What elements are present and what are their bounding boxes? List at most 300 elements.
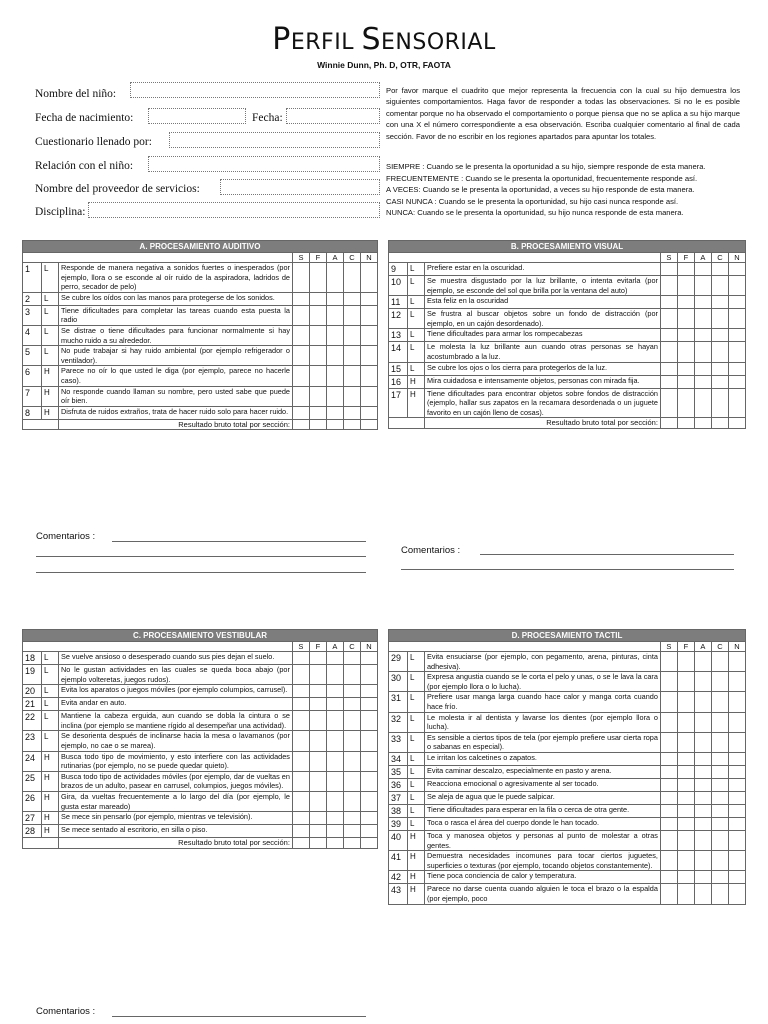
fecha-nacimiento-field[interactable]: [148, 108, 246, 124]
answer-cell-s[interactable]: [292, 711, 309, 731]
answer-cell-f[interactable]: [309, 406, 326, 419]
answer-cell-f[interactable]: [677, 712, 694, 732]
total-cell-a[interactable]: [326, 838, 343, 849]
answer-cell-n[interactable]: [360, 652, 377, 665]
item-number: 35: [389, 765, 408, 778]
answer-cell-c[interactable]: [711, 765, 728, 778]
answer-cell-f[interactable]: [309, 791, 326, 811]
item-number: 22: [23, 711, 42, 731]
item-number: 18: [23, 652, 42, 665]
item-row: [23, 292, 378, 305]
answer-cell-a[interactable]: [326, 665, 343, 685]
answer-cell-n[interactable]: [360, 386, 377, 406]
answer-cell-n[interactable]: [728, 752, 745, 765]
answer-cell-n[interactable]: [360, 665, 377, 685]
answer-cell-a[interactable]: [326, 386, 343, 406]
answer-cell-a[interactable]: [694, 817, 711, 830]
column-header-a: A: [694, 253, 711, 263]
item-number: 33: [389, 732, 408, 752]
answer-cell-n[interactable]: [360, 292, 377, 305]
item-description: Disfruta de ruidos extraños, trata de hacer ruido solo para hacer ruido.: [59, 406, 293, 419]
column-header-s: S: [660, 253, 677, 263]
answer-cell-c[interactable]: [343, 652, 360, 665]
legend-siempre: SIEMPRE : Cuando se le presenta la oportunidad a su hijo, siempre responde de esta manera.: [386, 162, 706, 171]
answer-cell-c[interactable]: [711, 851, 728, 871]
section-header: D. PROCESAMIENTO TACTIL: [389, 630, 746, 642]
answer-cell-a[interactable]: [694, 342, 711, 362]
answer-cell-f[interactable]: [677, 830, 694, 850]
item-number: 1: [23, 263, 42, 293]
column-spacer: [23, 253, 293, 263]
answer-cell-s[interactable]: [660, 765, 677, 778]
answer-cell-s[interactable]: [292, 305, 309, 325]
item-code: L: [408, 672, 425, 692]
answer-cell-s[interactable]: [660, 732, 677, 752]
answer-cell-n[interactable]: [360, 711, 377, 731]
total-cell-s[interactable]: [660, 418, 677, 429]
answer-cell-s[interactable]: [292, 771, 309, 791]
comentarios-vestibular-line[interactable]: [112, 1016, 366, 1017]
answer-cell-f[interactable]: [677, 884, 694, 904]
answer-cell-f[interactable]: [309, 751, 326, 771]
answer-cell-s[interactable]: [292, 366, 309, 386]
answer-cell-c[interactable]: [343, 406, 360, 419]
answer-cell-c[interactable]: [343, 751, 360, 771]
answer-cell-c[interactable]: [711, 652, 728, 672]
answer-cell-a[interactable]: [694, 329, 711, 342]
answer-cell-a[interactable]: [326, 771, 343, 791]
answer-cell-c[interactable]: [711, 791, 728, 804]
answer-cell-s[interactable]: [660, 712, 677, 732]
answer-cell-a[interactable]: [694, 752, 711, 765]
answer-cell-c[interactable]: [343, 346, 360, 366]
answer-cell-n[interactable]: [728, 851, 745, 871]
answer-cell-f[interactable]: [677, 296, 694, 309]
total-cell-a[interactable]: [694, 418, 711, 429]
answer-cell-n[interactable]: [728, 884, 745, 904]
item-row: [389, 362, 746, 375]
answer-cell-c[interactable]: [711, 884, 728, 904]
answer-cell-a[interactable]: [694, 871, 711, 884]
cuestionario-field[interactable]: [169, 132, 380, 148]
total-cell-c[interactable]: [711, 418, 728, 429]
legend-frecuentemente: FRECUENTEMENTE : Cuando se le presenta la oportunidad, frecuentemente responde así.: [386, 173, 698, 183]
answer-cell-a[interactable]: [694, 309, 711, 329]
answer-cell-f[interactable]: [309, 366, 326, 386]
answer-cell-n[interactable]: [728, 791, 745, 804]
answer-cell-f[interactable]: [309, 825, 326, 838]
answer-cell-s[interactable]: [660, 362, 677, 375]
answer-cell-a[interactable]: [326, 292, 343, 305]
answer-cell-a[interactable]: [694, 804, 711, 817]
item-number: 28: [23, 825, 42, 838]
answer-cell-s[interactable]: [292, 292, 309, 305]
answer-cell-n[interactable]: [728, 871, 745, 884]
answer-cell-f[interactable]: [677, 778, 694, 791]
answer-cell-a[interactable]: [326, 685, 343, 698]
answer-cell-n[interactable]: [360, 698, 377, 711]
answer-cell-n[interactable]: [728, 765, 745, 778]
answer-cell-a[interactable]: [326, 731, 343, 751]
item-code: H: [42, 366, 59, 386]
answer-cell-a[interactable]: [694, 884, 711, 904]
answer-cell-c[interactable]: [711, 752, 728, 765]
answer-cell-a[interactable]: [694, 362, 711, 375]
answer-cell-f[interactable]: [677, 752, 694, 765]
answer-cell-s[interactable]: [660, 871, 677, 884]
answer-cell-c[interactable]: [343, 825, 360, 838]
answer-cell-c[interactable]: [711, 871, 728, 884]
answer-cell-s[interactable]: [292, 751, 309, 771]
answer-cell-s[interactable]: [292, 825, 309, 838]
answer-cell-n[interactable]: [728, 652, 745, 672]
comentarios-auditivo-line[interactable]: [36, 556, 366, 557]
answer-cell-n[interactable]: [360, 751, 377, 771]
answer-cell-c[interactable]: [343, 305, 360, 325]
answer-cell-f[interactable]: [677, 804, 694, 817]
answer-cell-n[interactable]: [728, 276, 745, 296]
answer-cell-f[interactable]: [309, 665, 326, 685]
total-cell-a[interactable]: [326, 419, 343, 430]
answer-cell-c[interactable]: [711, 817, 728, 830]
answer-cell-a[interactable]: [694, 851, 711, 871]
answer-cell-c[interactable]: [711, 804, 728, 817]
proveedor-field[interactable]: [220, 179, 380, 195]
item-description: Expresa angustia cuando se le corta el pelo y unas, o se le lava la cara (por ejemplo llora o lo lucha).: [425, 672, 661, 692]
answer-cell-c[interactable]: [711, 830, 728, 850]
answer-cell-a[interactable]: [326, 305, 343, 325]
answer-cell-n[interactable]: [360, 685, 377, 698]
answer-cell-n[interactable]: [728, 329, 745, 342]
answer-cell-a[interactable]: [326, 711, 343, 731]
answer-cell-s[interactable]: [660, 791, 677, 804]
answer-cell-a[interactable]: [326, 263, 343, 293]
answer-cell-c[interactable]: [711, 362, 728, 375]
answer-cell-n[interactable]: [728, 692, 745, 712]
answer-cell-a[interactable]: [694, 263, 711, 276]
answer-cell-a[interactable]: [694, 672, 711, 692]
answer-cell-n[interactable]: [728, 732, 745, 752]
answer-cell-n[interactable]: [728, 804, 745, 817]
answer-cell-s[interactable]: [292, 685, 309, 698]
answer-cell-a[interactable]: [326, 751, 343, 771]
answer-cell-s[interactable]: [292, 812, 309, 825]
answer-cell-c[interactable]: [711, 732, 728, 752]
answer-cell-f[interactable]: [677, 329, 694, 342]
answer-cell-n[interactable]: [728, 712, 745, 732]
answer-cell-a[interactable]: [694, 712, 711, 732]
answer-cell-s[interactable]: [292, 698, 309, 711]
answer-cell-n[interactable]: [728, 342, 745, 362]
answer-cell-c[interactable]: [711, 263, 728, 276]
answer-cell-c[interactable]: [711, 712, 728, 732]
answer-cell-n[interactable]: [728, 778, 745, 791]
answer-cell-s[interactable]: [292, 406, 309, 419]
item-number: 16: [389, 375, 408, 388]
relacion-field[interactable]: [148, 156, 380, 172]
answer-cell-c[interactable]: [343, 325, 360, 345]
answer-cell-c[interactable]: [343, 386, 360, 406]
answer-cell-n[interactable]: [360, 812, 377, 825]
fecha-field[interactable]: [286, 108, 380, 124]
answer-cell-c[interactable]: [343, 685, 360, 698]
answer-cell-s[interactable]: [292, 731, 309, 751]
item-number: 12: [389, 309, 408, 329]
answer-cell-n[interactable]: [360, 305, 377, 325]
answer-cell-n[interactable]: [728, 309, 745, 329]
answer-cell-f[interactable]: [677, 851, 694, 871]
answer-cell-f[interactable]: [677, 388, 694, 418]
total-cell-n[interactable]: [728, 418, 745, 429]
answer-cell-n[interactable]: [360, 263, 377, 293]
answer-cell-n[interactable]: [728, 817, 745, 830]
answer-cell-s[interactable]: [660, 672, 677, 692]
answer-cell-f[interactable]: [677, 692, 694, 712]
answer-cell-f[interactable]: [677, 342, 694, 362]
answer-cell-n[interactable]: [360, 406, 377, 419]
answer-cell-c[interactable]: [343, 665, 360, 685]
item-description: Prefiere usar manga larga cuando hace calor y manga corta cuando hace frío.: [425, 692, 661, 712]
answer-cell-n[interactable]: [360, 325, 377, 345]
answer-cell-s[interactable]: [660, 329, 677, 342]
answer-cell-f[interactable]: [309, 305, 326, 325]
answer-cell-s[interactable]: [660, 804, 677, 817]
item-description: Busca todo tipo de movimiento, y esto interfiere con las actividades rutinarias (por ejemplo, no se puede quedar quieto).: [59, 751, 293, 771]
column-header-s: S: [292, 253, 309, 263]
answer-cell-f[interactable]: [677, 732, 694, 752]
total-cell-c[interactable]: [343, 838, 360, 849]
comentarios-visual-line[interactable]: [480, 554, 734, 555]
answer-cell-f[interactable]: [677, 672, 694, 692]
answer-cell-s[interactable]: [660, 817, 677, 830]
answer-cell-s[interactable]: [292, 263, 309, 293]
answer-cell-c[interactable]: [711, 672, 728, 692]
answer-cell-a[interactable]: [326, 698, 343, 711]
answer-cell-f[interactable]: [309, 346, 326, 366]
item-number: 24: [23, 751, 42, 771]
item-number: 6: [23, 366, 42, 386]
answer-cell-c[interactable]: [711, 375, 728, 388]
answer-cell-s[interactable]: [660, 296, 677, 309]
answer-cell-a[interactable]: [326, 406, 343, 419]
answer-cell-s[interactable]: [660, 830, 677, 850]
total-cell-n[interactable]: [360, 419, 377, 430]
item-code: L: [42, 711, 59, 731]
item-code: L: [408, 752, 425, 765]
answer-cell-c[interactable]: [711, 329, 728, 342]
item-code: H: [408, 884, 425, 904]
item-number: 38: [389, 804, 408, 817]
answer-cell-s[interactable]: [660, 276, 677, 296]
answer-cell-n[interactable]: [360, 366, 377, 386]
disciplina-label: Disciplina:: [35, 206, 86, 218]
answer-cell-s[interactable]: [292, 652, 309, 665]
item-row: [389, 804, 746, 817]
answer-cell-a[interactable]: [326, 366, 343, 386]
item-row: [23, 711, 378, 731]
total-cell-n[interactable]: [360, 838, 377, 849]
answer-cell-c[interactable]: [343, 771, 360, 791]
answer-cell-f[interactable]: [309, 698, 326, 711]
answer-cell-f[interactable]: [677, 652, 694, 672]
answer-cell-f[interactable]: [677, 263, 694, 276]
answer-cell-c[interactable]: [343, 812, 360, 825]
answer-cell-a[interactable]: [326, 346, 343, 366]
column-header-c: C: [343, 253, 360, 263]
item-number: 2: [23, 292, 42, 305]
answer-cell-a[interactable]: [326, 652, 343, 665]
item-row: [23, 406, 378, 419]
answer-cell-f[interactable]: [677, 765, 694, 778]
answer-cell-c[interactable]: [343, 366, 360, 386]
item-description: Le molesta ir al dentista y lavarse los dientes (por ejemplo llora o lucha).: [425, 712, 661, 732]
answer-cell-a[interactable]: [326, 791, 343, 811]
comentarios-auditivo-line[interactable]: [36, 572, 366, 573]
item-description: Evita ensuciarse (por ejemplo, con pegamento, arena, pinturas, cinta adhesiva).: [425, 652, 661, 672]
answer-cell-s[interactable]: [292, 791, 309, 811]
answer-cell-c[interactable]: [343, 791, 360, 811]
answer-cell-s[interactable]: [660, 692, 677, 712]
answer-cell-s[interactable]: [660, 342, 677, 362]
column-header-f: F: [309, 642, 326, 652]
answer-cell-s[interactable]: [660, 851, 677, 871]
item-description: Reacciona emocional o agresivamente al ser tocado.: [425, 778, 661, 791]
answer-cell-c[interactable]: [343, 698, 360, 711]
section-header: B. PROCESAMIENTO VISUAL: [389, 241, 746, 253]
disciplina-field[interactable]: [88, 202, 380, 218]
item-description: Toca o rasca el área del cuerpo donde le han tocado.: [425, 817, 661, 830]
answer-cell-c[interactable]: [343, 263, 360, 293]
answer-cell-f[interactable]: [677, 791, 694, 804]
answer-cell-n[interactable]: [728, 296, 745, 309]
total-cell-s[interactable]: [292, 419, 309, 430]
answer-cell-f[interactable]: [677, 871, 694, 884]
total-cell-c[interactable]: [343, 419, 360, 430]
answer-cell-a[interactable]: [694, 388, 711, 418]
nombre-field[interactable]: [130, 82, 380, 98]
answer-cell-s[interactable]: [660, 309, 677, 329]
answer-cell-f[interactable]: [309, 325, 326, 345]
answer-cell-s[interactable]: [660, 263, 677, 276]
answer-cell-s[interactable]: [292, 325, 309, 345]
answer-cell-f[interactable]: [677, 362, 694, 375]
answer-cell-n[interactable]: [360, 346, 377, 366]
section-visual-table: [388, 240, 746, 429]
answer-cell-a[interactable]: [694, 375, 711, 388]
answer-cell-c[interactable]: [343, 711, 360, 731]
answer-cell-c[interactable]: [343, 731, 360, 751]
answer-cell-n[interactable]: [728, 672, 745, 692]
answer-cell-c[interactable]: [711, 692, 728, 712]
answer-cell-c[interactable]: [711, 309, 728, 329]
answer-cell-f[interactable]: [309, 386, 326, 406]
answer-cell-f[interactable]: [309, 711, 326, 731]
answer-cell-c[interactable]: [711, 388, 728, 418]
answer-cell-f[interactable]: [677, 375, 694, 388]
item-number: 36: [389, 778, 408, 791]
answer-cell-a[interactable]: [694, 830, 711, 850]
answer-cell-a[interactable]: [694, 765, 711, 778]
answer-cell-c[interactable]: [711, 296, 728, 309]
answer-cell-f[interactable]: [309, 771, 326, 791]
answer-cell-f[interactable]: [677, 309, 694, 329]
item-description: Toca y manosea objetos y personas al punto de molestar a otras gentes.: [425, 830, 661, 850]
answer-cell-f[interactable]: [309, 292, 326, 305]
answer-cell-f[interactable]: [309, 685, 326, 698]
answer-cell-s[interactable]: [660, 778, 677, 791]
column-header-n: N: [728, 642, 745, 652]
answer-cell-s[interactable]: [292, 386, 309, 406]
item-code: H: [42, 751, 59, 771]
item-number: 3: [23, 305, 42, 325]
answer-cell-f[interactable]: [309, 731, 326, 751]
answer-cell-a[interactable]: [326, 825, 343, 838]
item-code: L: [408, 791, 425, 804]
answer-cell-s[interactable]: [660, 884, 677, 904]
answer-cell-a[interactable]: [694, 296, 711, 309]
answer-cell-a[interactable]: [694, 791, 711, 804]
answer-cell-a[interactable]: [694, 692, 711, 712]
answer-cell-n[interactable]: [728, 830, 745, 850]
total-cell-f[interactable]: [677, 418, 694, 429]
answer-cell-n[interactable]: [728, 375, 745, 388]
answer-cell-f[interactable]: [677, 817, 694, 830]
answer-cell-n[interactable]: [728, 263, 745, 276]
answer-cell-s[interactable]: [660, 652, 677, 672]
answer-cell-n[interactable]: [728, 388, 745, 418]
item-description: Evita caminar descalzo, especialmente en pasto y arena.: [425, 765, 661, 778]
answer-cell-s[interactable]: [660, 388, 677, 418]
instructions-text: Por favor marque el cuadrito que mejor representa la frecuencia con la cual su hijo demuestra los siguientes comportamientos. Haga favor de responder a todas las observaciones. Si no le es posible comentar porque no ha observado el comportamiento o porque piensa que no se aplica a su hijo marque con una X el número correspondiente a esa observación. Escriba cualquier comentario al final de cada sección. Favor de no escribir en los regiones apartados para apuntar los totales.: [386, 86, 740, 141]
item-code: L: [408, 652, 425, 672]
answer-cell-s[interactable]: [660, 375, 677, 388]
answer-cell-f[interactable]: [309, 263, 326, 293]
answer-cell-a[interactable]: [694, 778, 711, 791]
total-cell-s[interactable]: [292, 838, 309, 849]
comentarios-visual-line[interactable]: [401, 569, 734, 570]
answer-cell-s[interactable]: [292, 346, 309, 366]
answer-cell-n[interactable]: [360, 791, 377, 811]
answer-cell-c[interactable]: [343, 292, 360, 305]
answer-cell-c[interactable]: [711, 778, 728, 791]
answer-cell-c[interactable]: [711, 342, 728, 362]
answer-cell-s[interactable]: [292, 665, 309, 685]
answer-cell-f[interactable]: [677, 276, 694, 296]
comentarios-vestibular-label: Comentarios :: [36, 1006, 96, 1017]
answer-cell-f[interactable]: [309, 812, 326, 825]
answer-cell-n[interactable]: [360, 771, 377, 791]
answer-cell-a[interactable]: [326, 325, 343, 345]
item-number: 20: [23, 685, 42, 698]
answer-cell-a[interactable]: [694, 276, 711, 296]
total-cell-f[interactable]: [309, 419, 326, 430]
item-row: [389, 375, 746, 388]
answer-cell-n[interactable]: [360, 825, 377, 838]
answer-cell-a[interactable]: [694, 732, 711, 752]
answer-cell-c[interactable]: [711, 276, 728, 296]
answer-cell-s[interactable]: [660, 752, 677, 765]
comentarios-auditivo-line[interactable]: [112, 541, 366, 542]
answer-cell-n[interactable]: [728, 362, 745, 375]
answer-cell-a[interactable]: [694, 652, 711, 672]
answer-cell-a[interactable]: [326, 812, 343, 825]
answer-cell-f[interactable]: [309, 652, 326, 665]
frequency-legend: [386, 161, 756, 219]
answer-cell-n[interactable]: [360, 731, 377, 751]
item-row: [23, 263, 378, 293]
item-number: 27: [23, 812, 42, 825]
total-cell-f[interactable]: [309, 838, 326, 849]
